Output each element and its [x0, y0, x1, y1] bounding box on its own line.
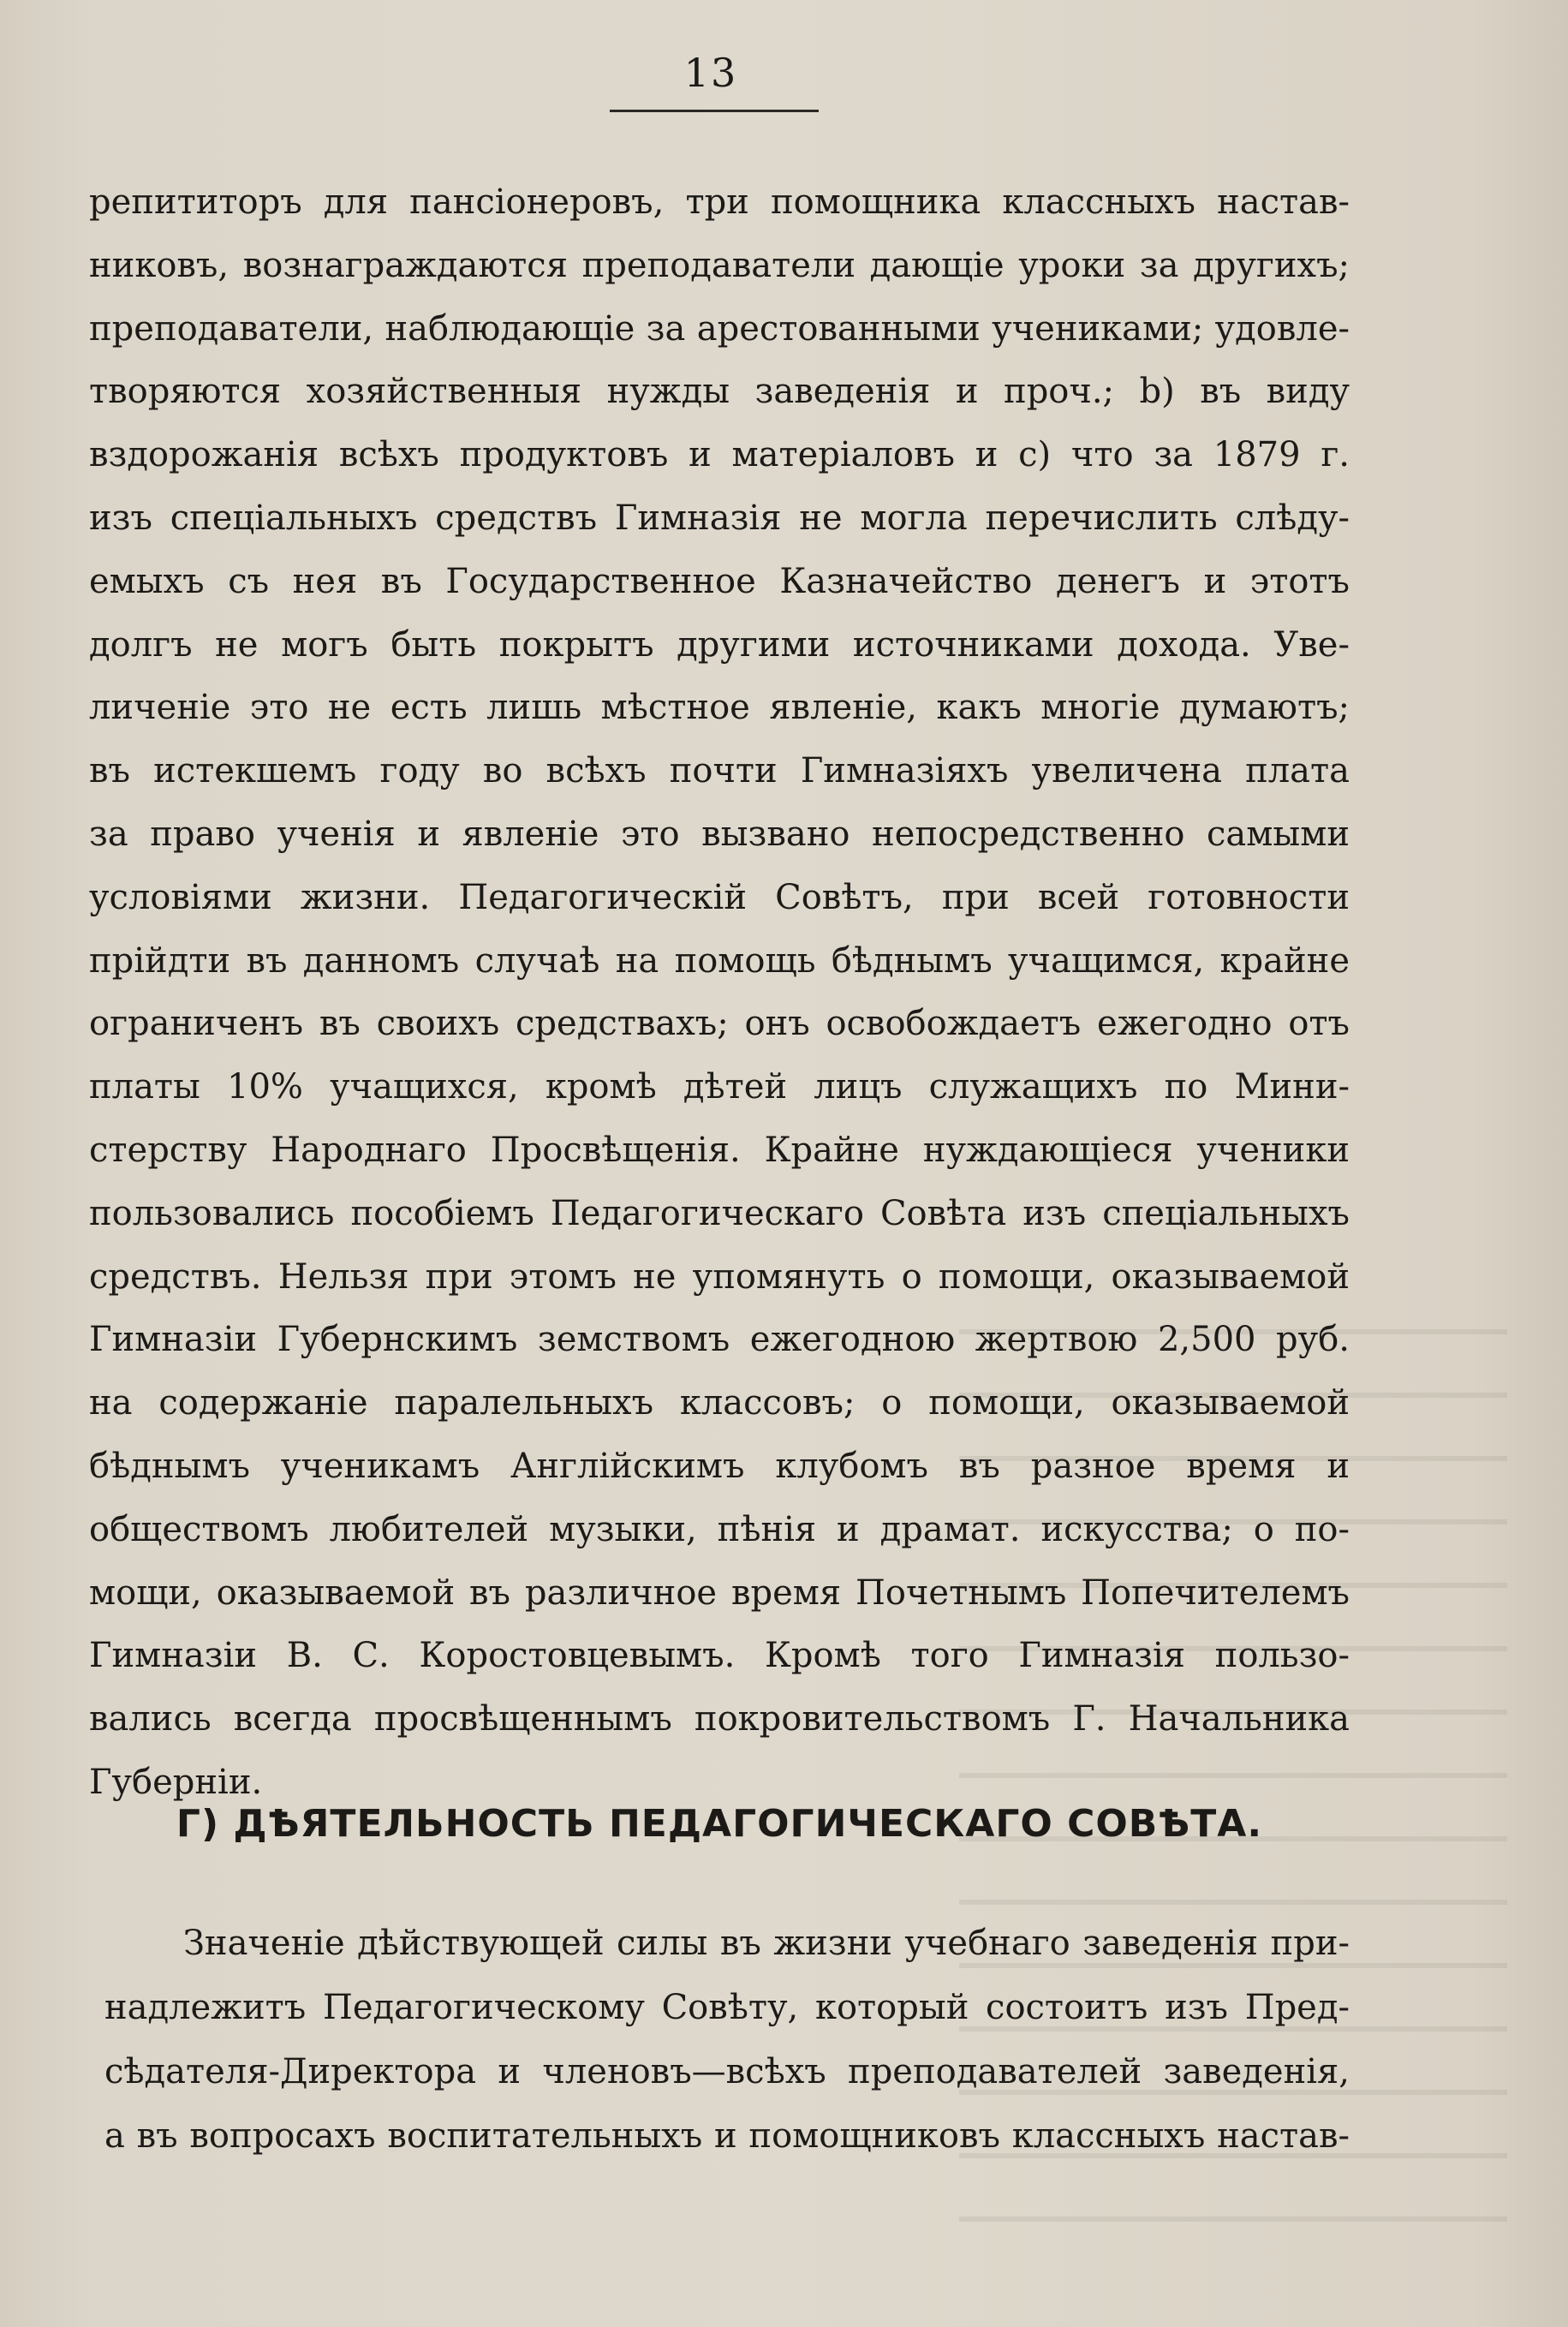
text-line: за право ученія и явленіе это вызвано непосредственно самыми	[89, 814, 1350, 854]
text-line: Губерніи.	[89, 1762, 263, 1802]
text-line: на содержаніе паралельныхъ классовъ; о помощи, оказываемой	[89, 1383, 1350, 1423]
text-line: ограниченъ въ своихъ средствахъ; онъ освобождаетъ ежегодно отъ	[89, 1004, 1350, 1044]
page-number-rule	[610, 110, 819, 112]
text-line: вались всегда просвѣщеннымъ покровительствомъ Г. Начальника	[89, 1699, 1350, 1739]
section-heading: Г) ДѢЯТЕЛЬНОСТЬ ПЕДАГОГИЧЕСКАГО СОВѢТА.	[176, 1802, 1263, 1846]
text-line: Гимназіи Губернскимъ земствомъ ежегодною жертвою 2,500 руб.	[89, 1320, 1350, 1360]
text-line: емыхъ съ нея въ Государственное Казначейство денегъ и этотъ	[89, 561, 1350, 601]
text-line: изъ спеціальныхъ средствъ Гимназія не могла перечислить слѣду-	[89, 498, 1350, 538]
text-line: личеніе это не есть лишь мѣстное явленіе, какъ многіе думаютъ;	[89, 688, 1350, 728]
text-line: платы 10% учащихся, кромѣ дѣтей лицъ служащихъ по Мини-	[89, 1067, 1350, 1107]
text-line: репититоръ для пансіонеровъ, три помощника классныхъ настав-	[89, 182, 1350, 222]
section-paragraph	[104, 1912, 1350, 2169]
text-line: Значеніе дѣйствующей силы въ жизни учебнаго заведенія при-	[183, 1924, 1350, 1963]
text-line: никовъ, вознаграждаются преподаватели дающіе уроки за другихъ;	[89, 245, 1350, 285]
text-line: въ истекшемъ году во всѣхъ почти Гимназіяхъ увеличена плата	[89, 751, 1350, 791]
text-line: обществомъ любителей музыки, пѣнія и драмат. искусства; о по-	[89, 1509, 1350, 1549]
text-line: пользовались пособіемъ Педагогическаго Совѣта изъ спеціальныхъ	[89, 1193, 1350, 1233]
text-line: прійдти въ данномъ случаѣ на помощь бѣднымъ учащимся, крайне	[89, 940, 1350, 981]
text-line: сѣдателя-Директора и членовъ—всѣхъ преподавателей заведенія,	[104, 2052, 1350, 2091]
text-line: средствъ. Нельзя при этомъ не упомянуть о помощи, оказываемой	[89, 1256, 1350, 1297]
text-line: а въ вопросахъ воспитательныхъ и помощниковъ классныхъ настав-	[104, 2116, 1350, 2156]
text-line: стерству Народнаго Просвѣщенія. Крайне нуждающіеся ученики	[89, 1130, 1350, 1170]
page-number: 13	[683, 50, 738, 96]
text-line: бѣднымъ ученикамъ Англійскимъ клубомъ въ разное время и	[89, 1446, 1350, 1486]
text-line: творяются хозяйственныя нужды заведенія и проч.; b) въ виду	[89, 372, 1350, 412]
text-line: условіями жизни. Педагогическій Совѣтъ, при всей готовности	[89, 877, 1350, 917]
text-line: мощи, оказываемой въ различное время Почетнымъ Попечителемъ	[89, 1572, 1350, 1613]
body-paragraph	[89, 171, 1350, 1815]
text-line: надлежитъ Педагогическому Совѣту, который состоитъ изъ Пред-	[104, 1988, 1350, 2027]
text-line: вздорожанія всѣхъ продуктовъ и матеріаловъ и c) что за 1879 г.	[89, 435, 1350, 475]
text-line: Гимназіи В. С. Коростовцевымъ. Кромѣ того Гимназія пользо-	[89, 1636, 1350, 1676]
text-line: преподаватели, наблюдающіе за арестованными учениками; удовле-	[89, 308, 1350, 349]
text-line: долгъ не могъ быть покрытъ другими источниками дохода. Уве-	[89, 624, 1350, 665]
